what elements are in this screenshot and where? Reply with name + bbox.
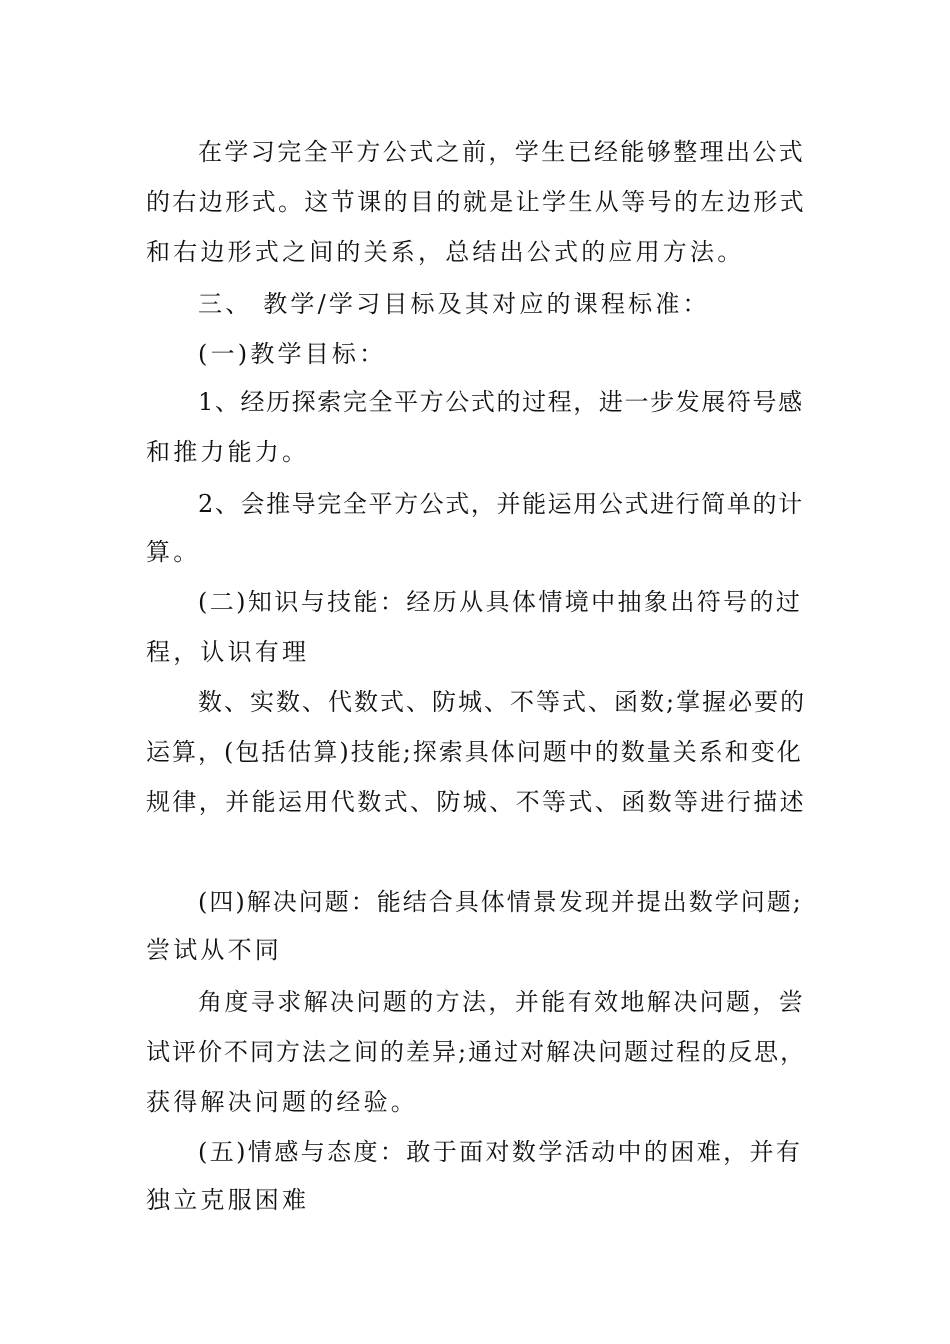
subsection-heading: (一)教学目标： [198, 340, 387, 368]
paragraph-line: 1、经历探索完全平方公式的过程，进一步发展符号感 [198, 388, 804, 416]
paragraph-line: (四)解决问题：能结合具体情景发现并提出数学问题; [198, 888, 803, 916]
paragraph-line: 算。 [146, 538, 201, 566]
paragraph-line: 获得解决问题的经验。 [146, 1088, 418, 1116]
paragraph-line: 规律，并能运用代数式、防城、不等式、函数等进行描述 [146, 788, 806, 816]
paragraph-line: 尝试从不同 [146, 936, 282, 964]
paragraph-line: 数、实数、代数式、防城、不等式、函数;掌握必要的 [198, 688, 807, 716]
paragraph-line: 独立克服困难 [146, 1186, 310, 1214]
paragraph-line: 试评价不同方法之间的差异;通过对解决问题过程的反思， [146, 1038, 807, 1066]
paragraph-line: 在学习完全平方公式之前，学生已经能够整理出公式 [198, 138, 806, 166]
paragraph-line: (二)知识与技能：经历从具体情境中抽象出符号的过 [198, 588, 803, 616]
paragraph-line: 和右边形式之间的关系，总结出公式的应用方法。 [146, 238, 745, 266]
section-heading: 三、 教学/学习目标及其对应的课程标准： [198, 290, 710, 318]
paragraph-line: 运算，(包括估算)技能;探索具体问题中的数量关系和变化 [146, 738, 803, 766]
paragraph-line: 2、会推导完全平方公式，并能运用公式进行简单的计 [198, 490, 804, 518]
paragraph-line: 程，认识有理 [146, 638, 310, 666]
paragraph-line: (五)情感与态度：敢于面对数学活动中的困难，并有 [198, 1138, 803, 1166]
paragraph-line: 的右边形式。这节课的目的就是让学生从等号的左边形式 [146, 188, 806, 216]
paragraph-line: 和推力能力。 [146, 438, 310, 466]
paragraph-line: 角度寻求解决问题的方法，并能有效地解决问题，尝 [198, 988, 806, 1016]
